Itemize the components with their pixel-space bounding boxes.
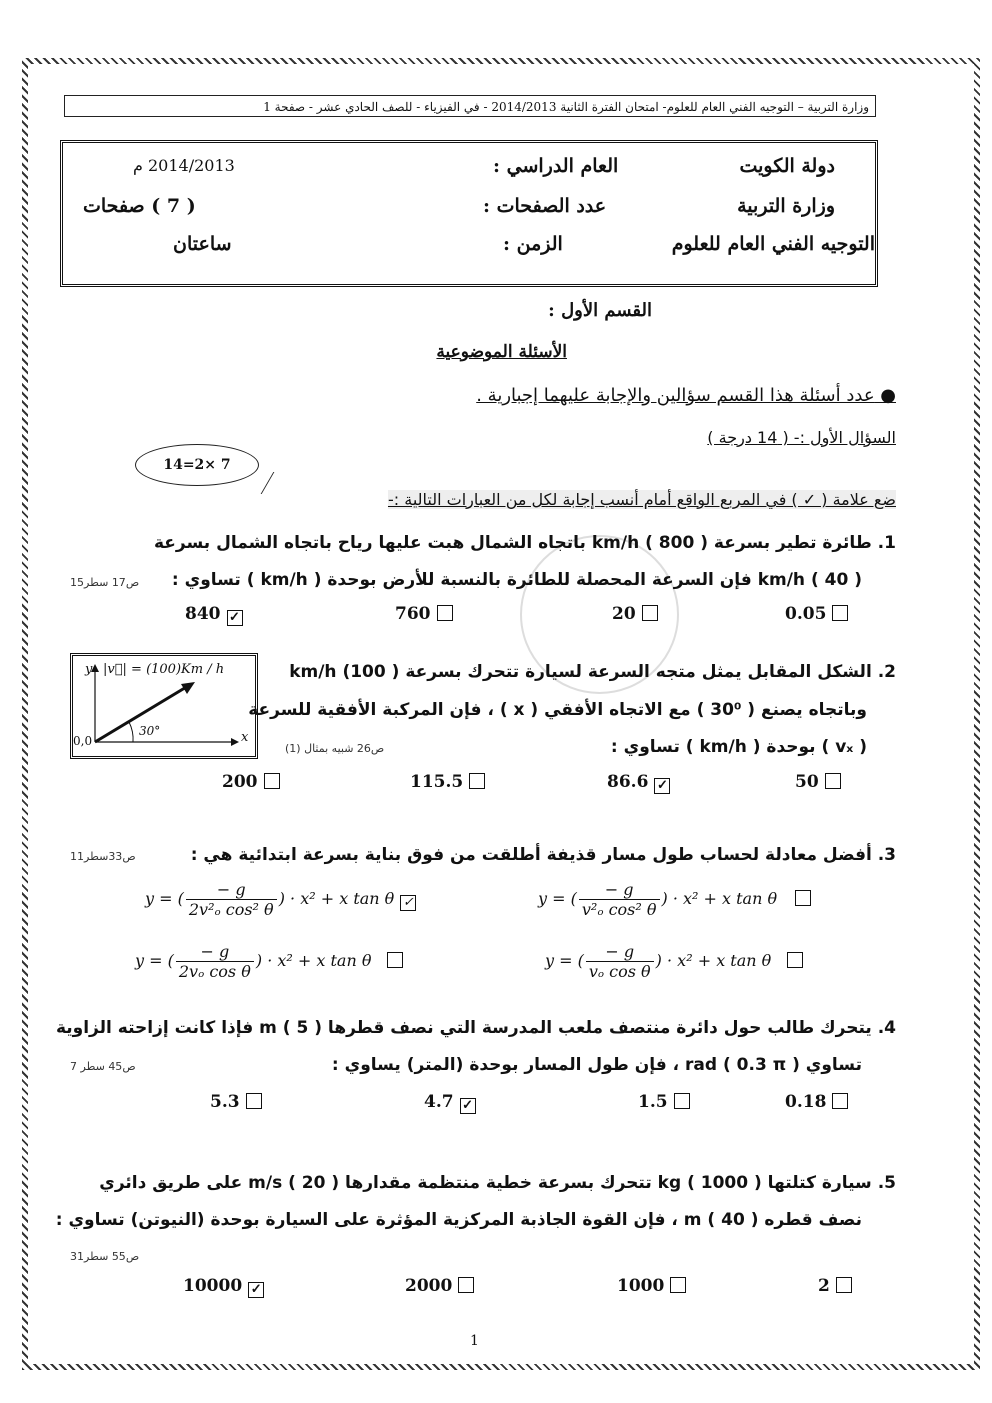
figure-y-label: y — [85, 662, 93, 677]
velocity-vector-figure — [70, 653, 258, 759]
figure-angle-label: 30° — [139, 724, 161, 738]
checkbox[interactable] — [458, 1277, 474, 1293]
checkbox[interactable] — [836, 1277, 852, 1293]
item-4-line1: 4. يتحرك طالب حول دائرة منتصف ملعب المدرسة التي نصف قطرها m ( 5 ) فإذا كانت إزاحته الزاوية — [55, 1018, 896, 1038]
item-5-option-a[interactable]: 10000 ✓ — [183, 1276, 264, 1298]
checkbox[interactable] — [469, 773, 485, 789]
checkbox-checked[interactable]: ✓ — [227, 610, 243, 626]
pages-value: ( 7 ) صفحات — [83, 195, 196, 217]
department-name: التوجيه الفني العام للعلوم — [671, 233, 875, 255]
item-2-option-d[interactable]: 50 — [795, 772, 841, 792]
checkbox[interactable] — [246, 1093, 262, 1109]
checkbox-checked[interactable]: ✓ — [654, 778, 670, 794]
checkbox[interactable] — [832, 605, 848, 621]
item-2-line2: وباتجاه يصنع ( 30⁰ ) مع الاتجاه الأفقي ( x ) ، فإن المركبة الأفقية للسرعة — [248, 700, 867, 720]
checkbox[interactable] — [795, 890, 811, 906]
item-1-note: ص17 سطر15 — [70, 576, 140, 589]
item-1-option-c[interactable]: 20 — [612, 604, 658, 624]
equation-option-d[interactable]: y = ( $\frac{- g}{\text{vₒ cos θ}}$ ) · x² + x tan θ — [545, 942, 803, 981]
checkbox-checked[interactable]: ✓ — [460, 1098, 476, 1114]
page-number: 1 — [470, 1333, 479, 1349]
checkbox[interactable] — [787, 952, 803, 968]
item-5-line2: نصف قطره m ( 40 ) ، فإن القوة الجاذبة المركزية المؤثرة على السيارة بوحدة (النيوتن) تساوي : — [55, 1210, 862, 1230]
state-name: دولة الكويت — [739, 155, 835, 177]
item-4-option-b[interactable]: 4.7 ✓ — [424, 1092, 476, 1114]
year-label: العام الدراسي : — [493, 155, 619, 177]
checkbox[interactable] — [825, 773, 841, 789]
question-1-instruction: ضع علامة ( ✓ ) في المربع الواقع أمام أنسب إجابة لكل من العبارات التالية :- — [387, 490, 896, 509]
item-5-note: ص55 سطر31 — [70, 1250, 140, 1263]
checkbox[interactable] — [642, 605, 658, 621]
section-subtitle: الأسئلة الموضوعية — [436, 342, 567, 362]
item-4-option-d[interactable]: 0.18 — [785, 1092, 848, 1112]
checkbox-checked[interactable]: ✓ — [248, 1282, 264, 1298]
checkbox[interactable] — [387, 952, 403, 968]
checkbox[interactable] — [832, 1093, 848, 1109]
item-5-option-d[interactable]: 2 — [818, 1276, 852, 1296]
ministry-name: وزارة التربية — [737, 195, 835, 217]
checkbox[interactable] — [670, 1277, 686, 1293]
figure-vector-label: |v⃗| = (100)Km / h — [103, 662, 225, 677]
item-2-option-b[interactable]: 115.5 — [410, 772, 485, 792]
item-2-line1: 2. الشكل المقابل يمثل متجه السرعة لسيارة تتحرك بسرعة km/h (100 ) — [289, 662, 896, 682]
item-5-option-b[interactable]: 2000 — [405, 1276, 474, 1296]
figure-origin-label: 0,0 — [73, 734, 93, 748]
time-label: الزمن : — [503, 233, 563, 255]
equation-option-a[interactable]: y = ( $\frac{- g}{\text{2v²ₒ cos² θ}}$ ) · x² + x tan θ ✓ — [145, 880, 416, 919]
item-3-line1: 3. أفضل معادلة لحساب طول مسار قذيفة أطلقت من فوق بناية بسرعة ابتدائية هي : — [190, 845, 896, 865]
figure-x-label: x — [241, 730, 249, 745]
checkbox[interactable] — [437, 605, 453, 621]
question-1-title: السؤال الأول :- ( 14 درجة ) — [707, 428, 896, 447]
pages-label: عدد الصفحات : — [483, 195, 607, 217]
score-bubble: 14=2× 7 — [135, 444, 259, 486]
section-title: القسم الأول : — [548, 300, 652, 321]
equation-option-b[interactable]: y = ( $\frac{- g}{\text{v²ₒ cos² θ}}$ ) · x² + x tan θ — [538, 880, 811, 919]
item-2-note: ص26 شبيه بمثال (1) — [285, 742, 385, 755]
item-1-line2: km/h ( 40 ) فإن السرعة المحصلة للطائرة بالنسبة للأرض بوحدة ( km/h ) تساوي : — [171, 570, 862, 590]
item-5-line1: 5. سيارة كتلتها kg ( 1000 ) تتحرك بسرعة خطية منتظمة مقدارها m/s ( 20 ) على طريق دائري — [99, 1173, 896, 1193]
item-5-option-c[interactable]: 1000 — [617, 1276, 686, 1296]
item-3-note: ص33سطر11 — [70, 850, 136, 863]
item-4-option-a[interactable]: 5.3 — [210, 1092, 262, 1112]
item-4-option-c[interactable]: 1.5 — [638, 1092, 690, 1112]
checkbox[interactable] — [674, 1093, 690, 1109]
item-2-line3: ( vₓ ) بوحدة ( km/h ) تساوي : — [610, 737, 867, 757]
item-1-option-a[interactable]: 840 ✓ — [185, 604, 243, 626]
item-1-option-b[interactable]: 760 — [395, 604, 453, 624]
exam-info-line: وزارة التربية – التوجيه الفني العام للعلوم- امتحان الفترة الثانية 2014/2013 - في الفيزياء - للصف الحادي عشر - صفحة 1 — [64, 95, 876, 117]
checkbox-checked[interactable]: ✓ — [400, 895, 416, 911]
checkbox[interactable] — [264, 773, 280, 789]
item-4-note: ص45 سطر 7 — [70, 1060, 136, 1073]
item-2-option-a[interactable]: 200 — [222, 772, 280, 792]
item-1-line1: 1. طائرة تطير بسرعة km/h ( 800 ) باتجاه الشمال هبت عليها رياح باتجاه الشمال بسرعة — [153, 533, 896, 553]
equation-option-c[interactable]: y = ( $\frac{- g}{\text{2vₒ cos θ}}$ ) · x² + x tan θ — [135, 942, 403, 981]
item-1-option-d[interactable]: 0.05 — [785, 604, 848, 624]
item-4-line2: تساوي rad ( 0.3 π ) ، فإن طول المسار بوحدة (المتر) يساوي : — [331, 1055, 862, 1075]
exam-header — [60, 140, 878, 287]
section-instruction: ● عدد أسئلة هذا القسم سؤالين والإجابة عليهما إجبارية . — [476, 385, 896, 406]
year-value: 2014/2013 م — [133, 156, 235, 175]
time-value: ساعتان — [173, 233, 232, 255]
item-2-option-c[interactable]: 86.6 ✓ — [607, 772, 670, 794]
